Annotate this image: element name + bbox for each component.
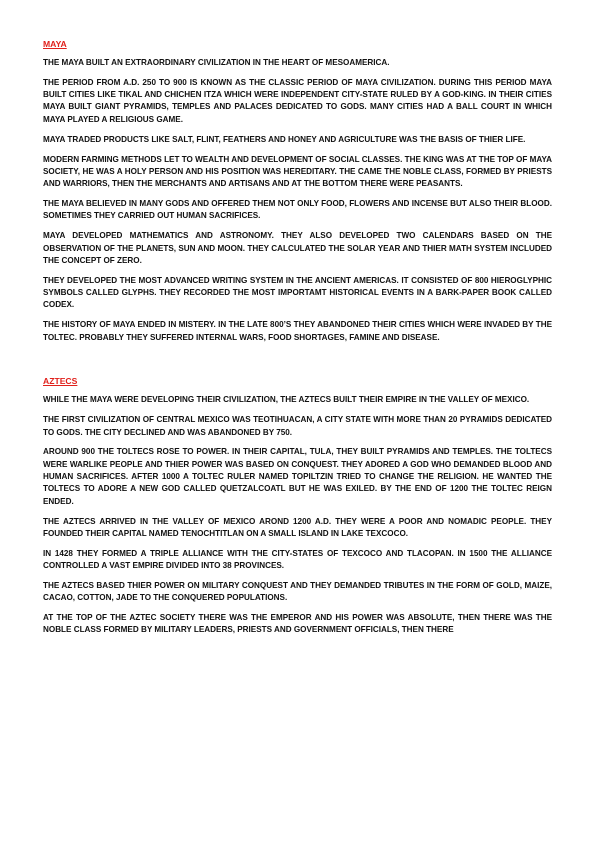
paragraph: THE AZTECS ARRIVED IN THE VALLEY OF MEXICO AROND 1200 A.D. THEY WERE A POOR AND NOMADIC PEOPLE. THEY FOUNDED THEIR CAPITAL NAMED TENOCHTITLAN ON A SMALL ISLAND IN LAKE TEXCOCO.: [43, 516, 552, 538]
paragraph: THE HISTORY OF MAYA ENDED IN MISTERY. IN THE LATE 800’S THEY ABANDONED THEIR CITIES WHICH WERE INVADED BY THE TOLTEC. PROBABLY THEY SUFFERED INTERNAL WARS, FOOD SHORTAGES, FAMINE AND DISEASE.: [43, 320, 552, 342]
paragraph: MAYA TRADED PRODUCTS LIKE SALT, FLINT, FEATHERS AND HONEY AND AGRICULTURE WAS THE BASIS OF THIER LIFE.: [43, 134, 526, 144]
paragraph: WHILE THE MAYA WERE DEVELOPING THEIR CIVILIZATION, THE AZTECS BUILT THEIR EMPIRE IN THE VALLEY OF MEXICO.: [43, 395, 530, 405]
paragraph: THE MAYA BELIEVED IN MANY GODS AND OFFERED THEM NOT ONLY FOOD, FLOWERS AND INCENSE BUT ALSO THEIR BLOOD. SOMETIMES THEY CARRIED OUT HUMAN SACRIFICES.: [43, 199, 552, 221]
section-heading: MAYA: [43, 39, 67, 49]
section-spacer: [43, 351, 552, 375]
paragraph: THEY DEVELOPED THE MOST ADVANCED WRITING SYSTEM IN THE ANCIENT AMERICAS. IT CONSISTED OF 800 HIEROGLYPHIC SYMBOLS CALLED GLYPHS. THEY RECORDED THE MOST IMPORTAMT HISTORICAL EVENTS IN A BARK-PAPER BOOK CALLED CODEX.: [43, 275, 552, 310]
paragraph: THE MAYA BUILT AN EXTRAORDINARY CIVILIZATION IN THE HEART OF MESOAMERICA.: [43, 58, 390, 67]
paragraph: THE AZTECS BASED THIER POWER ON MILITARY CONQUEST AND THEY DEMANDED TRIBUTES IN THE FORM OF GOLD, MAIZE, CACAO, COTTON, JADE TO THE CONQUERED POPULATIONS.: [43, 580, 552, 603]
paragraph: THE PERIOD FROM A.D. 250 TO 900 IS KNOWN AS THE CLASSIC PERIOD OF MAYA CIVILIZATION. DURING THIS PERIOD MAYA BUILT CITIES LIKE TIKAL AND CHICHEN ITZA WHICH WERE INDEPENDENT CITY-STATE RULED BY A GOD-KING. IN THEIR CITIES MAYA BUILT GIANT PYRAMIDS, TEMPLES AND PALACES DEDICATED TO GODS. MANY CITIES HAD A BALL COURT IN WHICH MAYA PLAYED A RELIGIOUS GAME.: [43, 77, 552, 124]
paragraph: MAYA DEVELOPED MATHEMATICS AND ASTRONOMY. THEY ALSO DEVELOPED TWO CALENDARS BASED ON THE OBSERVATION OF THE PLANETS, SUN AND MOON. THEY CALCULATED THE SOLAR YEAR AND THIER MATH SYSTEM INCLUDED THE CONCEPT OF ZERO.: [43, 231, 552, 265]
paragraph: MODERN FARMING METHODS LET TO WEALTH AND DEVELOPMENT OF SOCIAL CLASSES. THE KING WAS AT THE TOP OF MAYA SOCIETY, HE WAS A HOLY PERSON AND HIS POSITION WAS HEREDITARY. THE CAME THE NOBLE CLASS, FORMED BY PRIESTS AND WARRIORS, THEN THE MERCHANTS AND ARTISANS AND AT THE BOTTOM THERE WERE PEASANTS.: [43, 154, 552, 189]
section-heading: AZTECS: [43, 376, 78, 387]
paragraph: THE FIRST CIVILIZATION OF CENTRAL MEXICO WAS TEOTIHUACAN, A CITY STATE WITH MORE THAN 20 PYRAMIDS DEDICATED TO GODS. THE CITY DECLINED AND WAS ABANDONED BY 750.: [43, 415, 552, 437]
paragraph: AT THE TOP OF THE AZTEC SOCIETY THERE WAS THE EMPEROR AND HIS POWER WAS ABSOLUTE, THEN THERE WAS THE NOBLE CLASS FORMED BY MILITARY LEADERS, PRIESTS AND GOVERNMENT OFFICIALS, THEN THERE: [43, 613, 552, 635]
paragraph: AROUND 900 THE TOLTECS ROSE TO POWER. IN THEIR CAPITAL, TULA, THEY BUILT PYRAMIDS AND TEMPLES. THE TOLTECS WERE WARLIKE PEOPLE AND THIER POWER WAS BASED ON CONQUEST. THEY ADORED A GOD WHO DEMANDED BLOOD AND HUMAN SACRIFICES. AFTER 1000 A TOLTEC RULER NAMED TOPILTZIN TRIED TO CHANGE THE RELIGION. HE WANTED THE TOLTECS TO ADORE A NEW GOD CALLED QUETZALCOATL BUT HE WAS EXILED. BY THE END OF 1200 THE TOLTEC REIGN ENDED.: [43, 447, 552, 506]
section-aztecs: [43, 375, 552, 636]
paragraph: IN 1428 THEY FORMED A TRIPLE ALLIANCE WITH THE CITY-STATES OF TEXCOCO AND TLACOPAN. IN 1500 THE ALLIANCE CONTROLLED A VAST EMPIRE DIVIDED INTO 38 PROVINCES.: [43, 548, 552, 571]
section-maya: [43, 38, 552, 344]
